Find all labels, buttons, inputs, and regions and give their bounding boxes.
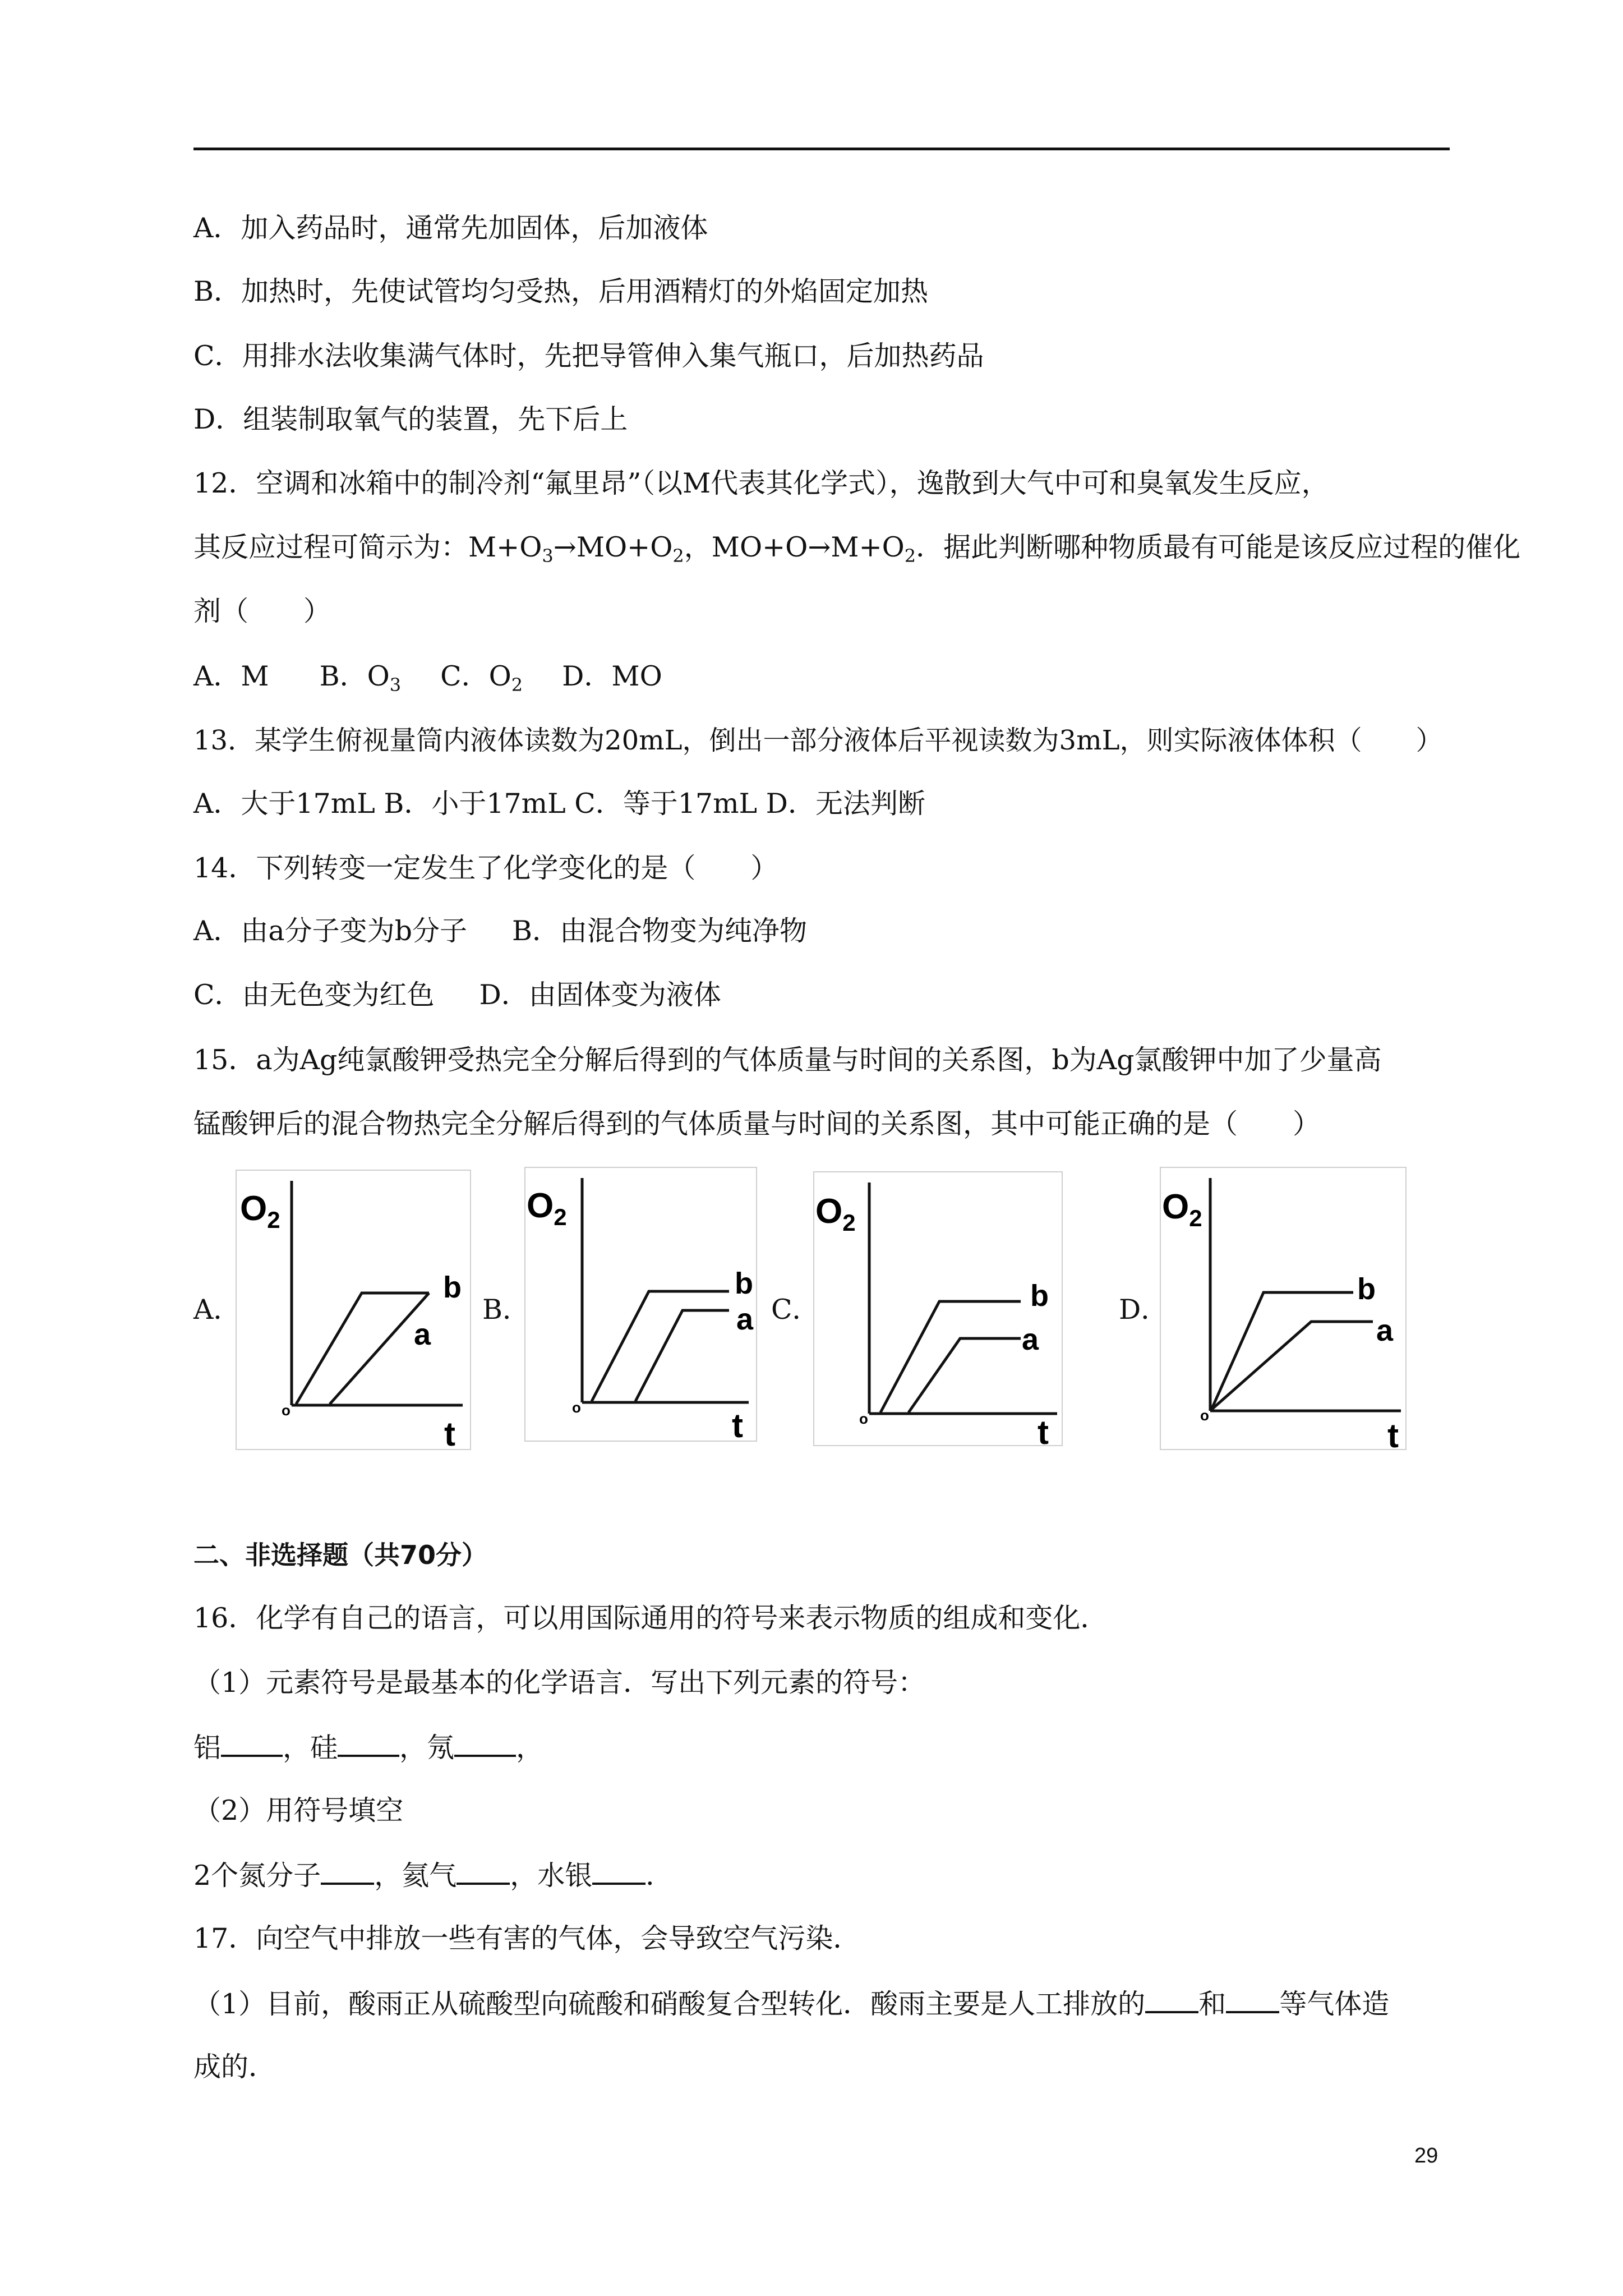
curve-b: [592, 1291, 729, 1401]
blank-prompt: 铝: [193, 1732, 222, 1764]
q15-stem-line2: 锰酸钾后的混合物热完全分解后得到的气体质量与时间的关系图，其中可能正确的是（ ）: [193, 1108, 1321, 1140]
q15-graph-label-a: A．: [193, 1294, 241, 1326]
q14-option-a: A．由a分子变为b分子: [193, 915, 467, 947]
curve-b-label: b: [443, 1271, 462, 1304]
q12-option-d: D．MO: [562, 660, 662, 692]
q14-options-row1: [193, 914, 807, 948]
q11-option-c: C．用排水法收集满气体时，先把导管伸入集气瓶口，后加热药品: [193, 340, 984, 372]
q12-text: 其反应过程可简示为：M+O: [193, 531, 542, 563]
x-axis-label: t: [444, 1415, 455, 1450]
q17-text: 和: [1198, 1988, 1227, 2020]
curve-b-label: b: [735, 1267, 753, 1300]
x-axis-label: t: [1387, 1417, 1399, 1450]
q17-part1-end: 成的．: [193, 2051, 276, 2083]
blank-prompt: 2个氮分子: [193, 1860, 321, 1892]
q14-stem: 14．下列转变一定发生了化学变化的是（ ）: [193, 852, 778, 884]
q11-option-d: D．组装制取氧气的装置，先下后上: [193, 403, 628, 435]
q12-stem-line2: [193, 531, 1520, 573]
q15-graph-d: [1160, 1167, 1407, 1450]
subscript: 2: [672, 545, 684, 567]
blank-prompt: ，水银: [510, 1860, 593, 1892]
answer-blank[interactable]: [321, 1858, 374, 1885]
curve-a-label: a: [414, 1318, 431, 1351]
curve-b: [296, 1293, 429, 1404]
q15-graph-label-b: B．: [482, 1294, 531, 1326]
answer-blank[interactable]: [1226, 1986, 1279, 2013]
answer-blank[interactable]: [592, 1858, 645, 1885]
q17-text: 等气体造: [1279, 1988, 1390, 2020]
q15-graph-label-d: D．: [1119, 1294, 1169, 1326]
q17-text: （1）目前，酸雨正从硫酸型向硫酸和硝酸复合型转化．酸雨主要是人工排放的: [193, 1988, 1146, 2020]
q12-option-a: A．M: [193, 660, 269, 692]
q14-option-d: D．由固体变为液体: [479, 979, 721, 1011]
answer-blank[interactable]: [1145, 1986, 1198, 2013]
q11-option-b: B．加热时，先使试管均匀受热，后用酒精灯的外焰固定加热: [193, 275, 929, 307]
q12-stem-line1: 12．空调和冰箱中的制冷剂“氟里昂”（以M代表其化学式），逸散到大气中可和臭氧发生反应，: [193, 467, 1329, 499]
blank-prompt: ，氖: [399, 1732, 455, 1764]
origin-label: o: [1200, 1407, 1209, 1424]
q16-stem: 16．化学有自己的语言，可以用国际通用的符号来表示物质的组成和变化．: [193, 1602, 1108, 1634]
y-axis-label: $O_2$: [815, 1192, 856, 1236]
x-axis-label: t: [1038, 1414, 1049, 1446]
q12-stem-line3: 剂（ ）: [193, 595, 331, 627]
q12-text: →MO+O: [553, 531, 673, 563]
q17-part1: [193, 1986, 1389, 2021]
q12-text: ，MO+O→M+O: [684, 531, 905, 563]
curve-a: [909, 1338, 1021, 1412]
header-rule: [193, 148, 1450, 150]
q15-graph-a: [236, 1170, 471, 1450]
page-number: 29: [1414, 2144, 1438, 2168]
q17-stem: 17．向空气中排放一些有害的气体，会导致空气污染．: [193, 1922, 861, 1954]
origin-label: o: [859, 1410, 868, 1427]
q11-option-a: A．加入药品时，通常先加固体，后加液体: [193, 212, 708, 244]
subscript: 3: [389, 674, 402, 696]
subscript: 2: [511, 674, 523, 696]
curve-a: [635, 1310, 729, 1401]
q15-stem-line1: 15．a为Ag纯氯酸钾受热完全分解后得到的气体质量与时间的关系图，b为Ag氯酸钾中加了少量高: [193, 1044, 1382, 1076]
q14-options-row2: [193, 978, 721, 1012]
q16-part2-blanks: [193, 1858, 673, 1893]
curve-a-label: a: [736, 1303, 754, 1336]
origin-label: o: [572, 1399, 581, 1416]
y-axis-label: $O_2$: [527, 1186, 567, 1230]
q12-options: [193, 660, 662, 702]
blank-prompt: ，氦气: [374, 1860, 457, 1892]
q13-stem: 13．某学生俯视量筒内液体读数为20mL，倒出一部分液体后平视读数为3mL，则实际液体体积（ ）: [193, 725, 1443, 756]
q16-part2: （2）用符号填空: [193, 1795, 404, 1826]
curve-b-label: b: [1357, 1272, 1376, 1306]
q12-option-c: C．O: [440, 660, 511, 692]
blank-prompt: ，: [516, 1732, 544, 1764]
q14-option-b: B．由混合物变为纯净物: [511, 915, 807, 947]
subscript: 3: [542, 545, 554, 567]
curve-a-label: a: [1022, 1323, 1039, 1356]
origin-label: o: [282, 1402, 291, 1419]
curve-a: [1211, 1322, 1373, 1410]
blank-prompt: ，硅: [283, 1732, 338, 1764]
y-axis-label: $O_2$: [1162, 1188, 1202, 1231]
q14-option-c: C．由无色变为红色: [193, 979, 435, 1011]
subscript: 2: [904, 545, 916, 567]
answer-blank[interactable]: [457, 1858, 510, 1885]
x-axis-label: t: [732, 1407, 743, 1442]
q16-part1-blanks: [193, 1730, 543, 1765]
q16-part1: （1）元素符号是最基本的化学语言．写出下列元素的符号：: [193, 1667, 926, 1699]
q15-graph-b: [524, 1167, 757, 1442]
q12-option-b: B．O: [319, 660, 390, 692]
section-title: 二、非选择题（共70分）: [193, 1540, 488, 1570]
q15-graph-label-c: C．: [771, 1294, 820, 1326]
q12-text: ．据此判断哪种物质最有可能是该反应过程的催化: [916, 531, 1521, 563]
answer-blank[interactable]: [454, 1730, 516, 1757]
curve-b: [880, 1301, 1021, 1412]
curve-b-label: b: [1030, 1279, 1049, 1313]
q15-graph-c: [813, 1171, 1063, 1446]
blank-prompt: ．: [645, 1860, 674, 1892]
answer-blank[interactable]: [338, 1730, 399, 1757]
q13-options: A．大于17mL B．小于17mL C．等于17mL D．无法判断: [193, 788, 925, 820]
y-axis-label: $O_2$: [240, 1189, 280, 1233]
curve-a-label: a: [1376, 1314, 1394, 1347]
answer-blank[interactable]: [221, 1730, 283, 1757]
